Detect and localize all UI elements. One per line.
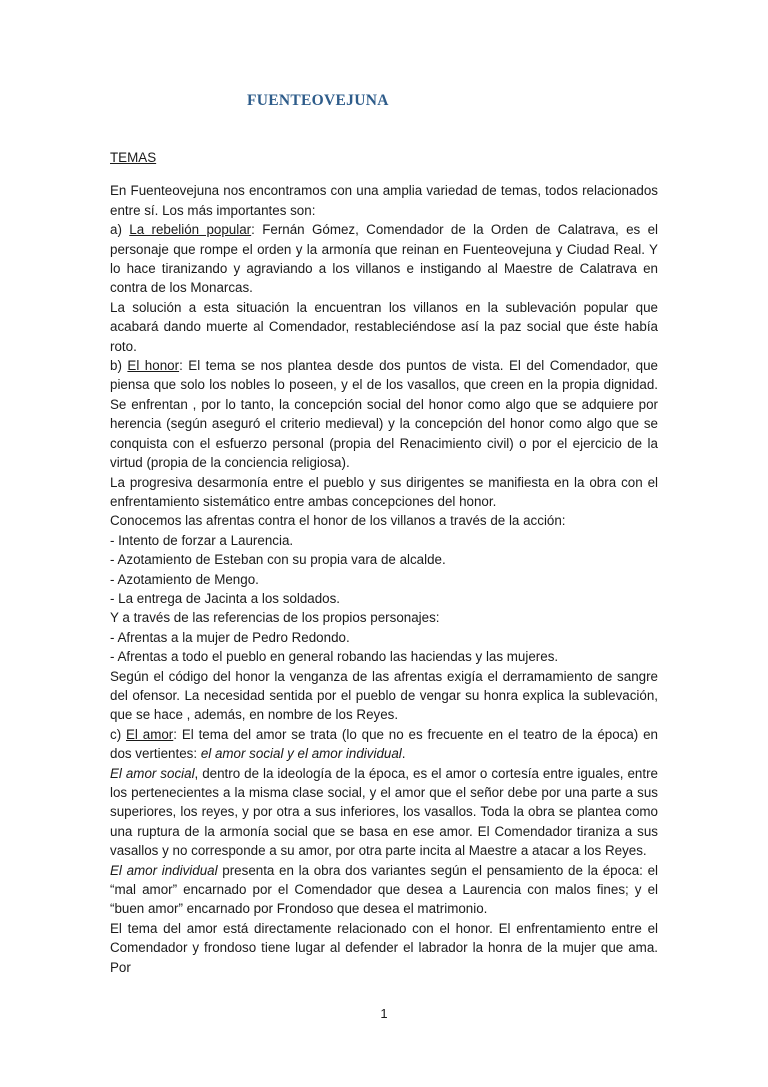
document-body	[110, 148, 658, 977]
amor-social-italic: El amor social	[110, 765, 195, 781]
theme-b-paragraph-5: Según el código del honor la venganza de las afrentas exigía el derramamiento de sangre del ofensor. La necesidad sentida por el pueblo de vengar su honra explica la sublevación, que se hace , además, en nombre de los Reyes.	[110, 668, 658, 723]
theme-b-paragraph	[110, 356, 658, 472]
theme-b-paragraph-4: Y a través de las referencias de los propios personajes:	[110, 610, 440, 626]
amor-social-text: , dentro de la ideología de la época, es el amor o cortesía entre iguales, entre los pertenecientes a la misma clase social, y el amor que el señor debe por una parte a sus superiores, los reyes, y por otra a sus inferiores, los vasallos. Toda la obra se plantea como una ruptura de la armonía social que se basa en ese amor. El Comendador tiraniza a sus vasallos y no corresponde a su amor, por otra parte incita al Maestre a atacar a los Reyes.	[110, 765, 658, 859]
theme-c-paragraph-3	[110, 861, 658, 919]
theme-c-italic: el amor social y el amor individual	[200, 746, 402, 762]
theme-c-paragraph-4: El tema del amor está directamente relacionado con el honor. El enfrentamiento entre el Comendador y frondoso tiene lugar al defender el labrador la honra de la mujer que ama. Por	[110, 920, 658, 975]
document-title: FUENTEOVEJUNA	[247, 92, 389, 109]
theme-a-label: La rebelión popular	[129, 222, 252, 238]
theme-b-prefix: b)	[110, 358, 128, 374]
list-item: - Afrentas a todo el pueblo en general robando las haciendas y las mujeres.	[110, 649, 559, 665]
page-number: 1	[380, 1006, 388, 1021]
theme-a-prefix: a)	[110, 222, 130, 238]
theme-b-label: El honor	[127, 358, 180, 374]
amor-individual-text: presenta en la obra dos variantes según el pensamiento de la época: el “mal amor” encarnado por el Comendador que desea a Laurencia con malos fines; y el “buen amor” encarnado por Frondoso que desea el matrimonio.	[110, 862, 659, 917]
list-item: - La entrega de Jacinta a los soldados.	[110, 590, 341, 606]
list-item: - Afrentas a la mujer de Pedro Redondo.	[110, 629, 350, 645]
intro-paragraph: En Fuenteovejuna nos encontramos con una amplia variedad de temas, todos relacionados entre sí. Los más importantes son:	[110, 183, 658, 218]
section-heading: TEMAS	[110, 150, 157, 165]
theme-c-end: .	[401, 746, 406, 762]
list-item: - Azotamiento de Mengo.	[110, 571, 259, 587]
amor-individual-italic: El amor individual	[110, 862, 218, 878]
theme-c-paragraph-2	[110, 764, 658, 861]
theme-c-label: El amor	[126, 726, 174, 742]
theme-a-paragraph	[110, 220, 658, 298]
theme-b-paragraph-2: La progresiva desarmonía entre el pueblo y sus dirigentes se manifiesta en la obra con el enfrentamiento sistemático entre ambas concepciones del honor.	[110, 474, 658, 509]
list-item: - Azotamiento de Esteban con su propia vara de alcalde.	[110, 552, 446, 568]
theme-a-paragraph-2: La solución a esta situación la encuentran los villanos en la sublevación popular que acabará dando muerte al Comendador, restableciéndose así la paz social que éste había roto.	[110, 299, 658, 354]
theme-a-text: : Fernán Gómez, Comendador de la Orden de Calatrava, es el personaje que rompe el orden y la armonía que reinan en Fuenteovejuna y Ciudad Real. Y lo hace tiranizando y agraviando a los villanos e instigando al Maestre de Calatrava en contra de los Monarcas.	[110, 222, 658, 296]
theme-b-paragraph-3: Conocemos las afrentas contra el honor de los villanos a través de la acción:	[110, 513, 566, 529]
list-item: - Intento de forzar a Laurencia.	[110, 532, 294, 548]
theme-c-paragraph	[110, 725, 658, 764]
theme-b-text: : El tema se nos plantea desde dos puntos de vista. El del Comendador, que piensa que solo los nobles lo poseen, y el de los vasallos, que creen en la propia dignidad. Se enfrentan , por lo tanto, la concepción social del honor como algo que se adquiere por herencia (según aseguró el criterio medieval) y la concepción del honor como algo que se conquista con el esfuerzo personal (propia del Renacimiento civil) o por el ejercicio de la virtud (propia de la conciencia religiosa).	[110, 358, 658, 471]
theme-c-text: : El tema del amor se trata (lo que no es frecuente en el teatro de la época) en dos vertientes:	[110, 726, 658, 762]
theme-c-prefix: c)	[110, 726, 126, 742]
